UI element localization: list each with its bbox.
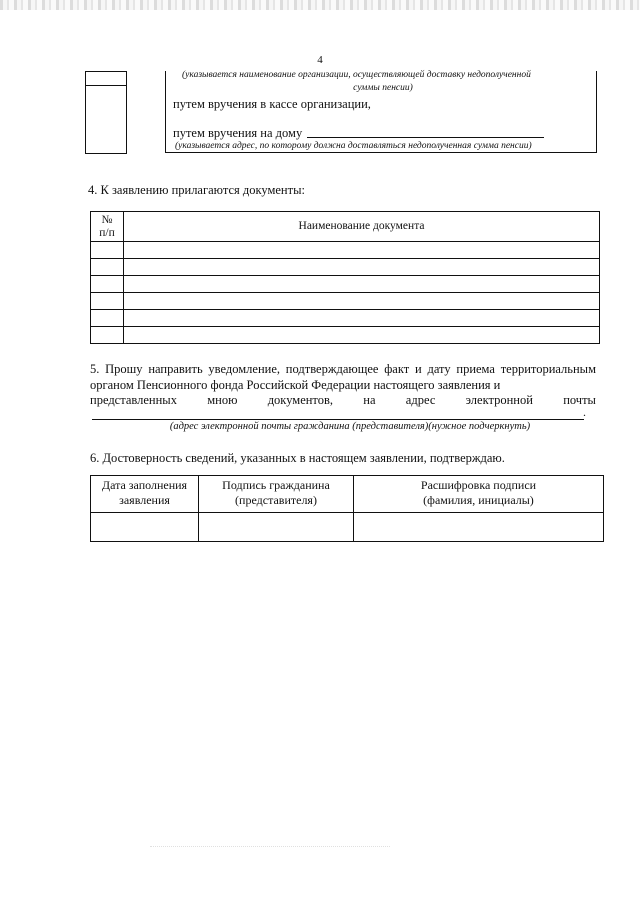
row-document-cell[interactable] <box>124 276 600 293</box>
table-row <box>91 242 600 259</box>
col-sign-header <box>199 476 354 513</box>
row-number-cell[interactable] <box>91 259 124 276</box>
signature-table-header <box>91 476 604 513</box>
table-row <box>91 276 600 293</box>
table-row <box>91 259 600 276</box>
address-caption: (указывается адрес, по которому должна доставляться недополученная сумма пенсии) <box>175 141 532 151</box>
col-number-line2: п/п <box>99 226 115 239</box>
checkbox-divider <box>85 85 127 86</box>
table-row <box>91 513 604 542</box>
col-sign-line1: Подпись гражданина <box>222 478 330 492</box>
row-document-cell[interactable] <box>124 242 600 259</box>
row-document-cell[interactable] <box>124 327 600 344</box>
col-sign-line2: (представителя) <box>235 493 317 507</box>
email-field[interactable] <box>92 419 584 420</box>
row-number-cell[interactable] <box>91 293 124 310</box>
col-decode-line2: (фамилия, инициалы) <box>423 493 534 507</box>
col-number-header <box>91 212 124 242</box>
checkbox-column <box>85 71 127 154</box>
table-row <box>91 327 600 344</box>
word: документов, <box>267 393 334 407</box>
period: . <box>583 405 586 419</box>
signature-cell[interactable] <box>199 513 354 542</box>
word: мною <box>207 393 238 407</box>
row-number-cell[interactable] <box>91 276 124 293</box>
row-number-cell[interactable] <box>91 310 124 327</box>
row-document-cell[interactable] <box>124 310 600 327</box>
documents-table-header <box>91 212 600 242</box>
row-document-cell[interactable] <box>124 293 600 310</box>
decode-cell[interactable] <box>354 513 604 542</box>
method-cashdesk: путем вручения в кассе организации, <box>173 97 371 111</box>
word: адрес <box>405 393 436 407</box>
signature-table <box>90 475 604 542</box>
org-caption-line2: суммы пенсии) <box>353 83 413 93</box>
col-date-header <box>91 476 199 513</box>
email-caption: (адрес электронной почты гражданина (представителя)(нужное подчеркнуть) <box>169 421 531 432</box>
org-caption-line1: (указывается наименование организации, осуществляющей доставку недополученной <box>182 70 531 80</box>
word: представленных <box>90 393 177 407</box>
scan-artifact <box>0 0 640 10</box>
word: почты <box>563 393 596 407</box>
table-row <box>91 310 600 327</box>
col-date-line2: заявления <box>119 493 170 507</box>
section5-line3 <box>90 393 596 408</box>
home-address-field[interactable] <box>307 137 544 138</box>
row-number-cell[interactable] <box>91 242 124 259</box>
word: на <box>363 393 376 407</box>
method-home: путем вручения на дому <box>173 126 303 140</box>
col-decode-line1: Расшифровка подписи <box>420 478 537 492</box>
col-number-line1: № <box>101 213 113 226</box>
col-decode-header <box>354 476 604 513</box>
table-row <box>91 293 600 310</box>
section5-text: 5. Прошу направить уведомление, подтверждающее факт и дату приема территориальным органом Пенсионного фонда Российской Федерации настоящего заявления и <box>90 362 596 392</box>
page-number: 4 <box>317 54 323 66</box>
date-cell[interactable] <box>91 513 199 542</box>
section4-title: 4. К заявлению прилагаются документы: <box>88 183 305 197</box>
row-number-cell[interactable] <box>91 327 124 344</box>
col-date-line1: Дата заполнения <box>101 478 188 492</box>
word: электронной <box>465 393 533 407</box>
section6-title: 6. Достоверность сведений, указанных в настоящем заявлении, подтверждаю. <box>90 451 505 465</box>
col-name-header: Наименование документа <box>124 212 600 242</box>
row-document-cell[interactable] <box>124 259 600 276</box>
documents-table <box>90 211 600 344</box>
scan-artifact <box>150 846 390 848</box>
